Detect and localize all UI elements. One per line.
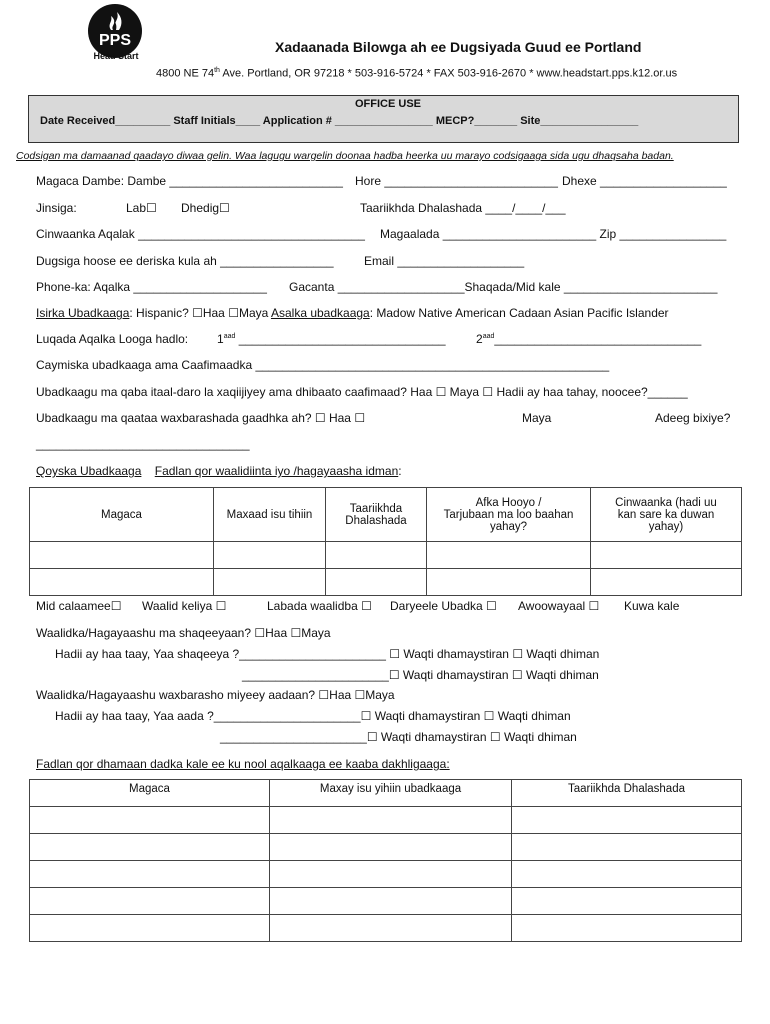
city-zip-field[interactable]: Magaalada _______________________ Zip ________________ bbox=[380, 227, 727, 241]
home-phone-field[interactable]: Phone-ka: Aqalka ____________________ bbox=[36, 280, 267, 294]
second-language-field[interactable]: $2^{aad}\_\_\_\_\_\_\_\_\_\_\_\_\_\_\_\_\_\_\_\_\_\_\_\_\_\_\_\_\_\_\_$ bbox=[476, 332, 702, 346]
caregiver-checkbox[interactable]: Daryeele Ubadka ☐ bbox=[390, 599, 497, 613]
provider-label: Adeeg bixiye? bbox=[655, 411, 731, 425]
col-relationship: Maxaad isu tihiin bbox=[214, 488, 326, 542]
col-language: Afka Hooyo / Tarjubaan ma loo baahan yahay? bbox=[427, 488, 591, 542]
col-birthdate: Taariikhda Dhalashada bbox=[326, 488, 427, 542]
gender-male-checkbox[interactable]: Lab☐ bbox=[126, 201, 157, 215]
table-row[interactable] bbox=[30, 915, 742, 942]
grandparents-checkbox[interactable]: Awoowayaal ☐ bbox=[518, 599, 600, 613]
parents-work-question[interactable]: Waalidka/Hagayaashu ma shaqeeyaan? ☐Haa ☐Maya bbox=[36, 626, 331, 640]
table-row[interactable] bbox=[30, 861, 742, 888]
others-table bbox=[29, 779, 742, 942]
others-heading: Fadlan qor dhamaan dadka kale ee ku nool aqalkaaga ee kaaba dakhligaaga: bbox=[36, 757, 450, 771]
email-field[interactable]: Email ___________________ bbox=[364, 254, 525, 268]
who-works-field-2[interactable]: ______________________☐ Waqti dhamaystiran ☐ Waqti dhiman bbox=[242, 668, 599, 682]
who-works-field[interactable]: Hadii ay haa taay, Yaa shaqeeya ?______________________ ☐ Waqti dhamaystiran ☐ Waqti dhiman bbox=[55, 647, 600, 661]
gender-female-checkbox[interactable]: Dhedig☐ bbox=[181, 201, 230, 215]
office-use-title: OFFICE USE bbox=[355, 98, 422, 110]
address-line: 4800 NE 74th Ave. Portland, OR 97218 * 503-916-5724 * FAX 503-916-2670 * www.headstart.pps.k12.or.us bbox=[156, 67, 678, 80]
single-parent-checkbox[interactable]: Waalid keliya ☐ bbox=[142, 599, 227, 613]
gender-label: Jinsiga: bbox=[36, 201, 77, 215]
first-language-field[interactable]: $1^{aad}$ _______________________________ bbox=[217, 332, 446, 346]
last-name-field[interactable]: Magaca Dambe: Dambe __________________________ bbox=[36, 174, 343, 188]
form-title: Xadaanada Bilowga ah ee Dugsiyada Guud ee Portland bbox=[275, 39, 642, 55]
mark-one-checkbox[interactable]: Mid calaamee☐ bbox=[36, 599, 122, 613]
other-label[interactable]: Kuwa kale bbox=[624, 599, 680, 613]
early-intervention-no[interactable]: Maya bbox=[522, 411, 552, 425]
office-use-fields: Date Received_________ Staff Initials____ Application # ________________ MECP?_______ Site________________ bbox=[40, 115, 639, 127]
both-parents-checkbox[interactable]: Labada waalidba ☐ bbox=[267, 599, 372, 613]
table-row[interactable] bbox=[30, 888, 742, 915]
birthdate-field[interactable]: Taariikhda Dhalashada ____/____/___ bbox=[360, 201, 566, 215]
table-row[interactable] bbox=[30, 542, 742, 569]
logo-text: PPS bbox=[98, 32, 131, 49]
col-address: Cinwaanka (hadi uu kan sare ka duwan yahay) bbox=[591, 488, 742, 542]
home-language-label: Luqada Aqalka Looga hadlo: bbox=[36, 332, 189, 346]
table-row[interactable] bbox=[30, 834, 742, 861]
disability-question[interactable]: Ubadkaagu ma qaba itaal-daro la xaqiijiyey ama dhibaato caafimaad? Haa ☐ Maya ☐ Hadii ay haa tahay, noocee?______ bbox=[36, 385, 688, 399]
col-name: Magaca bbox=[30, 488, 214, 542]
who-attends-field-2[interactable]: ______________________☐ Waqti dhamaystiran ☐ Waqti dhiman bbox=[220, 730, 577, 744]
table-row[interactable] bbox=[30, 569, 742, 596]
ethnicity-row[interactable]: Isirka Ubadkaaga: Hispanic? ☐Haa ☐Maya Asalka ubadkaaga: Madow Native American Cadaan Asian Pacific Islander bbox=[36, 306, 669, 320]
table-row[interactable] bbox=[30, 807, 742, 834]
logo-subtitle: Head Start bbox=[93, 51, 139, 61]
who-attends-field[interactable]: Hadii ay haa taay, Yaa aada ?______________________☐ Waqti dhamaystiran ☐ Waqti dhiman bbox=[55, 709, 571, 723]
neighborhood-school-field[interactable]: Dugsiga hoose ee deriska kula ah _________________ bbox=[36, 254, 334, 268]
cell-work-phone-field[interactable]: Gacanta ___________________Shaqada/Mid kale _______________________ bbox=[289, 280, 718, 294]
parents-school-question[interactable]: Waalidka/Hagayaashu waxbarasho miyeey aadaan? ☐Haa ☐Maya bbox=[36, 688, 395, 702]
first-name-field[interactable]: Hore __________________________ bbox=[355, 174, 558, 188]
middle-name-field[interactable]: Dhexe ___________________ bbox=[562, 174, 727, 188]
col-other-birthdate: Taariikhda Dhalashada bbox=[512, 780, 742, 807]
pps-logo bbox=[88, 4, 142, 58]
provider-field[interactable]: ________________________________ bbox=[36, 437, 250, 451]
insurance-field[interactable]: Caymiska ubadkaaga ama Caafimaadka _____________________________________________________ bbox=[36, 358, 610, 372]
col-other-relationship: Maxay isu yihiin ubadkaaga bbox=[270, 780, 512, 807]
household-table bbox=[29, 487, 742, 596]
notice-text: Codsigan ma damaanad qaadayo diwaa gelin. Waa lagugu wargelin doonaa hadba heerka uu marayo codsigaaga sida ugu dhaqsaha badan. bbox=[16, 150, 674, 162]
home-address-field[interactable]: Cinwaanka Aqalak __________________________________ bbox=[36, 227, 365, 241]
household-heading: Qoyska Ubadkaaga Fadlan qor waalidiinta iyo /hagayaasha idman: bbox=[36, 464, 402, 478]
col-other-name: Magaca bbox=[30, 780, 270, 807]
early-intervention-question[interactable]: Ubadkaagu ma qaataa waxbarashada gaadhka ah? ☐ Haa ☐ bbox=[36, 411, 366, 425]
flame-icon bbox=[105, 10, 125, 32]
